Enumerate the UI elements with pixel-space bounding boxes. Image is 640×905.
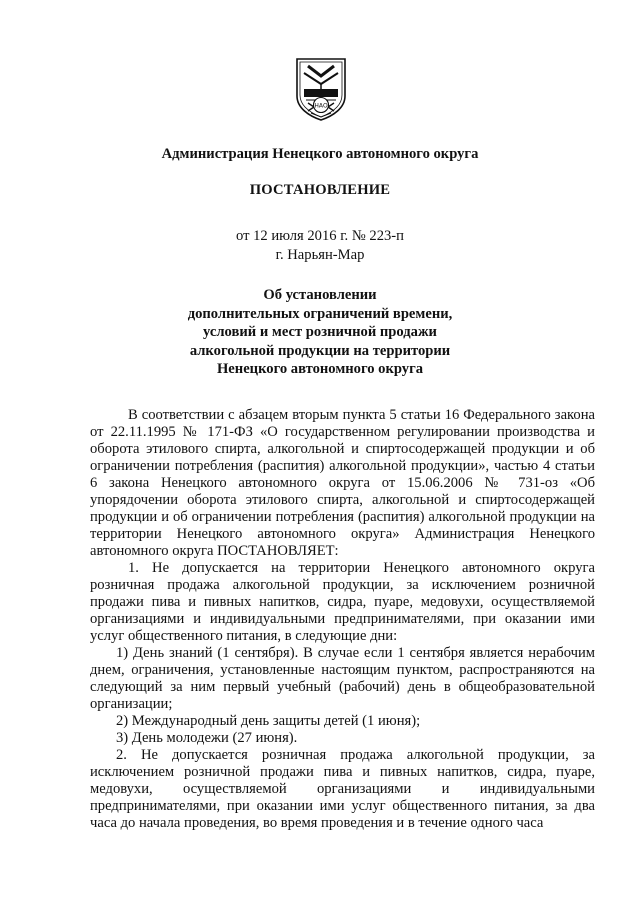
clause-1-item-2: 2) Международный день защиты детей (1 июня);	[116, 713, 421, 729]
title-line: дополнительных ограничений времени,	[187, 305, 453, 322]
title-line: алкогольной продукции на территории	[189, 342, 451, 359]
clause-1-paragraph: 1. Не допускается на территории Ненецкого автономного округа розничная продажа алкогольной продукции, за исключением розничной продажи пива и пивных напитков, сидра, пуаре, медовухи, осуществляемой организациями и индивидуальными предпринимателями, при оказании ими услуг общественного питания, в следующие дни:	[90, 560, 595, 644]
document-city: г. Нарьян-Мар	[275, 247, 365, 263]
title-line: Ненецкого автономного округа	[216, 361, 424, 377]
clause-1-item-1: 1) День знаний (1 сентября). В случае если 1 сентября является нерабочим днем, ограничения, установленные настоящим пунктом, распространяются на следующий за ним первый учебный (рабочий) день в общеобразовательной организации;	[90, 645, 595, 712]
document-title	[0, 286, 640, 379]
preamble-paragraph: В соответствии с абзацем вторым пункта 5 статьи 16 Федерального закона от 22.11.1995 № 171-ФЗ «О государственном регулировании производства и оборота этилового спирта, алкогольной и спиртосодержащей продукции и об ограничении потребления (распития) алкогольной продукции», частью 4 статьи 6 закона Ненецкого автономного округа от 15.06.2006 № 731-оз «Об упорядочении оборота этилового спирта, алкогольной и спиртосодержащей продукции и об ограничении потребления (распития) алкогольной продукции на территории Ненецкого автономного округа» Администрация Ненецкого автономного округа ПОСТАНОВЛЯЕТ:	[90, 407, 595, 559]
title-line: Об установлении	[263, 287, 377, 303]
document-type: ПОСТАНОВЛЕНИЕ	[249, 182, 391, 198]
title-line: условий и мест розничной продажи	[203, 324, 437, 340]
document-body	[90, 407, 595, 832]
clause-1-item-3: 3) День молодежи (27 июня).	[116, 730, 298, 746]
clause-2-paragraph: 2. Не допускается розничная продажа алкогольной продукции, за исключением розничной продажи пива и пивных напитков, сидра, пуаре, медовухи, осуществляемой организациями и индивидуальными предпринимателями, при оказании ими услуг общественного питания, за два часа до начала проведения, во время проведения и в течение одного часа	[90, 747, 595, 831]
organization-name: Администрация Ненецкого автономного округа	[161, 146, 479, 162]
coat-of-arms-icon	[294, 56, 348, 122]
document-date-number: от 12 июля 2016 г. № 223-п	[236, 228, 404, 244]
svg-text:НАО: НАО	[314, 102, 328, 110]
